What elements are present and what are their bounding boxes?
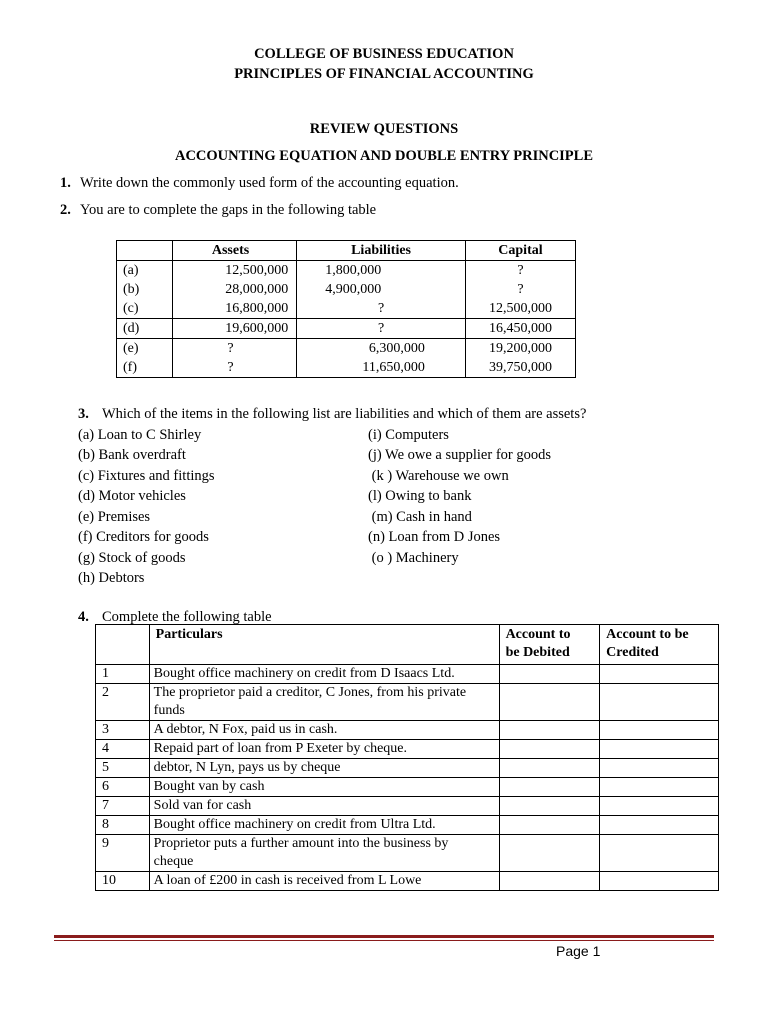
debit-cell[interactable] bbox=[499, 778, 600, 797]
debit-cell[interactable] bbox=[499, 835, 600, 872]
list-item: (g) Stock of goods bbox=[78, 550, 186, 566]
table-row bbox=[96, 665, 719, 684]
row-label: (b) bbox=[117, 280, 173, 299]
particulars-cell: A loan of £200 in cash is received from L Lowe bbox=[149, 872, 499, 891]
capital-cell: 16,450,000 bbox=[488, 321, 552, 336]
credit-cell[interactable] bbox=[600, 759, 719, 778]
table-row bbox=[117, 319, 576, 339]
q1-text: Write down the commonly used form of the accounting equation. bbox=[80, 175, 459, 191]
list-item: (e) Premises bbox=[78, 509, 151, 525]
capital-cell: ? bbox=[517, 263, 524, 278]
debit-cell[interactable] bbox=[499, 816, 600, 835]
q2-text: You are to complete the gaps in the following table bbox=[80, 202, 377, 218]
credit-cell[interactable] bbox=[600, 665, 719, 684]
credit-cell[interactable] bbox=[600, 778, 719, 797]
table-row bbox=[96, 835, 719, 872]
credit-cell[interactable] bbox=[600, 816, 719, 835]
particulars-cell: The proprietor paid a creditor, C Jones, from his private funds bbox=[149, 684, 499, 721]
table-row bbox=[117, 299, 576, 319]
table1-header-liabilities: Liabilities bbox=[297, 241, 466, 261]
table1-header-capital: Capital bbox=[498, 242, 543, 258]
assets-cell: 12,500,000 bbox=[172, 261, 296, 281]
liabilities-cell: ? bbox=[297, 299, 466, 319]
list-item: (f) Creditors for goods bbox=[78, 529, 209, 545]
assets-cell: 19,600,000 bbox=[172, 319, 296, 339]
row-number: 9 bbox=[96, 835, 150, 872]
particulars-cell: A debtor, N Fox, paid us in cash. bbox=[149, 721, 499, 740]
table1-header-blank bbox=[117, 241, 173, 261]
list-item: (c) Fixtures and fittings bbox=[78, 468, 215, 484]
row-number: 5 bbox=[96, 759, 150, 778]
table-row bbox=[96, 778, 719, 797]
liabilities-cell: 6,300,000 bbox=[297, 339, 466, 359]
topic-heading: ACCOUNTING EQUATION AND DOUBLE ENTRY PRINCIPLE bbox=[174, 148, 594, 164]
credit-cell[interactable] bbox=[600, 797, 719, 816]
assets-cell: 28,000,000 bbox=[172, 280, 296, 299]
assets-cell: 16,800,000 bbox=[172, 299, 296, 319]
college-title: COLLEGE OF BUSINESS EDUCATION bbox=[254, 46, 514, 62]
debit-cell[interactable] bbox=[499, 759, 600, 778]
liabilities-cell: 1,800,000 bbox=[297, 261, 466, 281]
row-label: (a) bbox=[117, 261, 173, 281]
credit-cell[interactable] bbox=[600, 721, 719, 740]
table-row bbox=[117, 280, 576, 299]
debit-cell[interactable] bbox=[499, 872, 600, 891]
list-item: (l) Owing to bank bbox=[368, 488, 472, 504]
debit-cell[interactable] bbox=[499, 684, 600, 721]
liabilities-cell: ? bbox=[297, 319, 466, 339]
debit-cell[interactable] bbox=[499, 740, 600, 759]
row-number: 7 bbox=[96, 797, 150, 816]
table-row bbox=[117, 261, 576, 281]
row-number: 6 bbox=[96, 778, 150, 797]
list-item: (k ) Warehouse we own bbox=[368, 468, 509, 484]
capital-cell: ? bbox=[517, 282, 524, 297]
debit-cell[interactable] bbox=[499, 721, 600, 740]
table-row bbox=[96, 740, 719, 759]
table-row bbox=[96, 684, 719, 721]
list-item: (b) Bank overdraft bbox=[78, 447, 186, 463]
list-item: (n) Loan from D Jones bbox=[368, 529, 501, 545]
credit-cell[interactable] bbox=[600, 740, 719, 759]
particulars-cell: debtor, N Lyn, pays us by cheque bbox=[149, 759, 499, 778]
equation-table bbox=[116, 240, 576, 378]
particulars-cell: Proprietor puts a further amount into the business by cheque bbox=[149, 835, 499, 872]
particulars-cell: Repaid part of loan from P Exeter by cheque. bbox=[149, 740, 499, 759]
q2-number: 2. bbox=[60, 202, 71, 218]
table2-header-particulars: Particulars bbox=[149, 625, 499, 665]
list-item: (o ) Machinery bbox=[368, 550, 459, 566]
credit-cell[interactable] bbox=[600, 872, 719, 891]
assets-cell: ? bbox=[172, 339, 296, 359]
capital-cell: 12,500,000 bbox=[488, 301, 552, 316]
row-number: 3 bbox=[96, 721, 150, 740]
table2-header-credited: Account to be Credited bbox=[600, 625, 719, 665]
row-label: (e) bbox=[117, 339, 173, 359]
debit-cell[interactable] bbox=[499, 797, 600, 816]
assets-cell: ? bbox=[172, 358, 296, 378]
table2-header-number bbox=[96, 625, 150, 665]
list-item: (d) Motor vehicles bbox=[78, 488, 186, 504]
capital-cell: 19,200,000 bbox=[488, 341, 552, 356]
q3-number: 3. bbox=[78, 406, 89, 422]
table-row bbox=[117, 339, 576, 359]
double-entry-table bbox=[95, 624, 719, 891]
table-row bbox=[96, 816, 719, 835]
list-item: (h) Debtors bbox=[78, 570, 145, 586]
row-number: 1 bbox=[96, 665, 150, 684]
particulars-cell: Bought office machinery on credit from Ultra Ltd. bbox=[149, 816, 499, 835]
course-title: PRINCIPLES OF FINANCIAL ACCOUNTING bbox=[234, 66, 534, 82]
row-number: 2 bbox=[96, 684, 150, 721]
row-label: (f) bbox=[117, 358, 173, 378]
row-label: (c) bbox=[117, 299, 173, 319]
particulars-cell: Bought office machinery on credit from D Isaacs Ltd. bbox=[149, 665, 499, 684]
row-label: (d) bbox=[117, 319, 173, 339]
q4-number: 4. bbox=[78, 609, 89, 625]
table-row bbox=[117, 358, 576, 378]
list-item: (a) Loan to C Shirley bbox=[78, 427, 202, 443]
row-number: 10 bbox=[96, 872, 150, 891]
table-row bbox=[96, 721, 719, 740]
q1-number: 1. bbox=[60, 175, 71, 191]
page-number: Page 1 bbox=[556, 943, 601, 959]
liabilities-cell: 11,650,000 bbox=[297, 358, 466, 378]
table-row bbox=[96, 872, 719, 891]
list-item: (i) Computers bbox=[368, 427, 449, 443]
credit-cell[interactable] bbox=[600, 835, 719, 872]
liabilities-cell: 4,900,000 bbox=[297, 280, 466, 299]
credit-cell[interactable] bbox=[600, 684, 719, 721]
capital-cell: 39,750,000 bbox=[488, 360, 552, 375]
table2-header-debited: Account to be Debited bbox=[499, 625, 600, 665]
particulars-cell: Bought van by cash bbox=[149, 778, 499, 797]
q3-text: Which of the items in the following list are liabilities and which of them are assets? bbox=[102, 406, 587, 422]
table-row bbox=[96, 759, 719, 778]
review-heading: REVIEW QUESTIONS bbox=[309, 121, 459, 137]
table-row bbox=[96, 797, 719, 816]
row-number: 4 bbox=[96, 740, 150, 759]
list-item: (j) We owe a supplier for goods bbox=[368, 447, 551, 463]
row-number: 8 bbox=[96, 816, 150, 835]
q4-text: Complete the following table bbox=[102, 609, 272, 625]
table1-header-assets: Assets bbox=[172, 241, 296, 261]
footer-rule-thin bbox=[54, 940, 714, 941]
footer-rule-thick bbox=[54, 935, 714, 938]
list-item: (m) Cash in hand bbox=[368, 509, 472, 525]
debit-cell[interactable] bbox=[499, 665, 600, 684]
particulars-cell: Sold van for cash bbox=[149, 797, 499, 816]
